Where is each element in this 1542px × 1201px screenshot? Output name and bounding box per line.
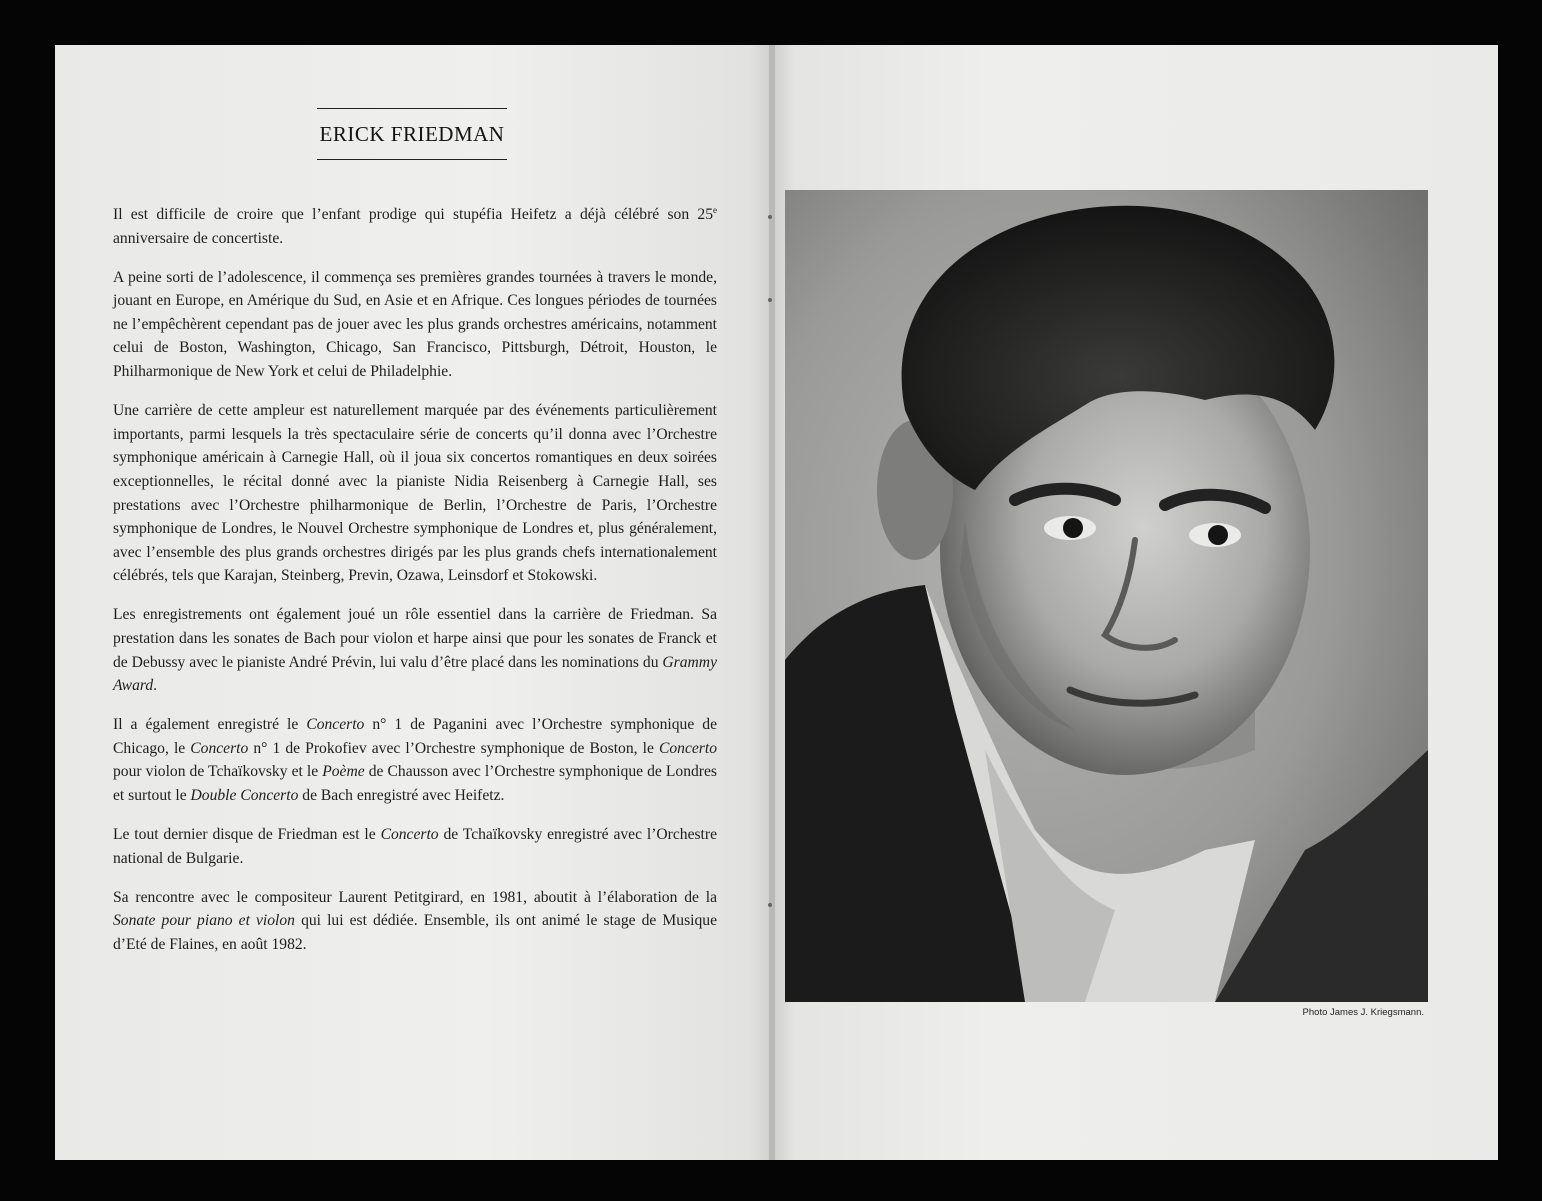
text-run: de Chausson avec l’Orchestre symphonique de Londres et surtout le [113, 763, 717, 805]
text-run: de Tchaïkovsky enregistré avec l’Orchestre national de Bulgarie. [113, 826, 718, 867]
paragraph [113, 399, 717, 588]
text-run: Les enregistrements ont également joué un rôle essentiel dans la carrière de Friedman. Sa prestation dans les sonates de Bach pour violon et harpe ainsi que pour les sonates de Franck et de Debussy avec le pianiste André Prévin, lui valu d’être placé dans les nominations du [113, 606, 717, 671]
text-run: pour violon de Tchaïkovsky et le [113, 763, 323, 781]
superscript: e [713, 204, 717, 215]
text-run: qui lui est dédiée. Ensemble, ils ont animé le stage de Musique d’Eté de Flaines, en août 1982. [113, 912, 717, 954]
text-run: Sa rencontre avec le compositeur Laurent Petitgirard, en 1981, aboutit à l’élaboration de la [113, 888, 717, 906]
paragraph [113, 823, 717, 870]
page-title: ERICK FRIEDMAN [319, 121, 505, 146]
italic-text: Concerto [190, 739, 249, 757]
text-run: . [153, 677, 158, 695]
paragraph [113, 266, 717, 384]
paragraph [113, 603, 717, 697]
title-box [317, 108, 507, 160]
text-run: Une carrière de cette ampleur est naturellement marquée par des événements particulièrement importants, parmi lesquels la très spectaculaire série de concerts qu’il donna avec l’Orchestre symphonique américain à Carnegie Hall, où il joua six concertos romantiques en deux soirées exceptionnelles, le récital donné avec la pianiste Nidia Reisenberg à Carnegie Hall, ses prestations avec l’Orchestre philharmonique de Berlin, l’Orchestre de Paris, l’Orchestre symphonique de Londres, le Nouvel Orchestre symphonique de Londres et, plus généralement, avec l’ensemble des plus grands orchestres dirigés par les plus grands chefs internationalement célébrés, tels que Karajan, Steinberg, Previn, Ozawa, Leinsdorf et Stokowski. [113, 402, 717, 585]
text-run: n° 1 de Prokofiev avec l’Orchestre symphonique de Boston, le [248, 739, 659, 757]
page-gutter [769, 45, 775, 1160]
italic-text: Poème [322, 763, 365, 781]
photo-credit: Photo James J. Kriegsmann. [1302, 1007, 1424, 1018]
text-run: Il a également enregistré le [113, 716, 307, 734]
staple-mark [768, 903, 772, 907]
text-run: de Bach enregistré avec Heifetz. [298, 787, 505, 805]
text-run: Le tout dernier disque de Friedman est le [113, 826, 381, 844]
text-run: A peine sorti de l’adolescence, il commença ses premières grandes tournées à travers le monde, jouant en Europe, en Amérique du Sud, en Asie et en Afrique. Ces longues périodes de tournées ne l’empêchèrent cependant pas de jouer avec les plus grands orchestres américains, notamment celui de Boston, Washington, Chicago, San Francisco, Pittsburgh, Détroit, Houston, le Philharmonique de New York et celui de Philadelphie. [113, 268, 717, 381]
portrait-photo [785, 190, 1428, 1002]
italic-text: Sonate pour piano et violon [113, 912, 295, 930]
biography-text [113, 203, 717, 972]
italic-text: Concerto [380, 826, 439, 844]
italic-text: Double Concerto [190, 787, 299, 805]
italic-text: Grammy Award [113, 653, 717, 695]
text-run: anniversaire de concertiste. [113, 229, 284, 247]
text-run: Il est difficile de croire que l’enfant prodige qui stupéfia Heifetz a déjà célébré son 25 [113, 206, 713, 223]
staple-mark [768, 298, 772, 302]
paragraph [113, 886, 717, 957]
italic-text: Concerto [306, 716, 365, 734]
text-run: n° 1 de Paganini avec l’Orchestre symphonique de Chicago, le [113, 716, 718, 757]
paragraph [113, 713, 717, 807]
paragraph [113, 203, 717, 250]
italic-text: Concerto [658, 739, 717, 757]
staple-mark [768, 215, 772, 219]
